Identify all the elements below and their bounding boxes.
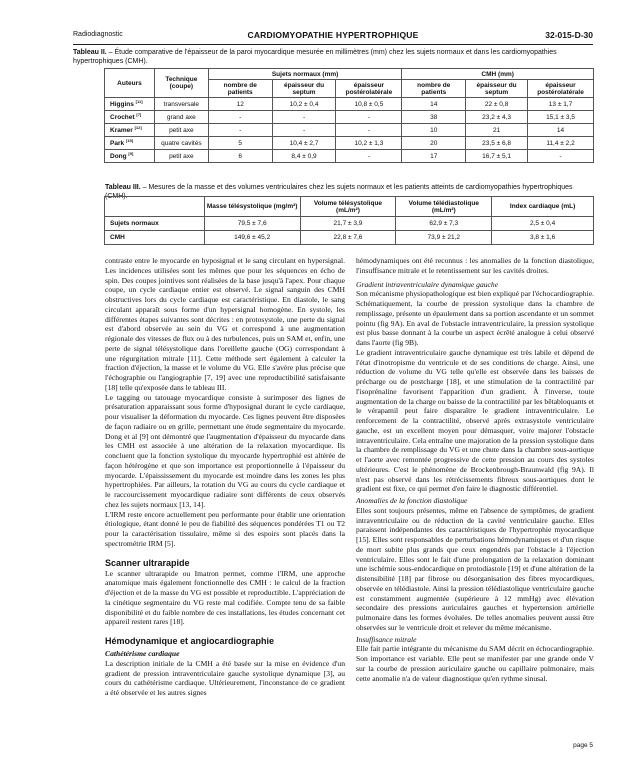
paragraph: Le tagging ou tatouage myocardique consiste à surimposer des lignes de présaturation apparaissant sous forme d'hyposignal durant le cycle cardiaque, pour visualiser la déformation du myocarde. Ces lignes peuvent être disposées de façon radiaire ou en grille, permettant une étude segmentaire du myocarde. Dong et al [9] ont démontré que l'augmentation d'épaisseur du myocarde dans les CMH est associée à une altération de la relaxation myocardique. Ils concluent que la fonction systolique du myocarde hypertrophié est altérée de façon hétérogène et que son importance est proportionnelle à l'épaisseur du myocarde. L'épaississement du myocarde est moindre dans les zones les plus hypertrophiées. Par ailleurs, la rotation du VG au cours du cycle cardiaque et le raccourcissement myocardique radiaire sont différents de ceux observés chez les sujets normaux [13, 14].: [105, 392, 345, 509]
table2-sub-header: épaisseur du septum: [466, 80, 528, 98]
table3-header: Volume télédiastolique (mL/m²): [396, 197, 492, 217]
table2-technique: petit axe: [154, 150, 208, 163]
table2-sub-header: nombre de patients: [402, 80, 466, 98]
table2-sub-header: épaisseur postérolatérale: [336, 80, 402, 98]
table2-author: Higgins: [110, 100, 134, 108]
table2-technique: quatre cavités: [154, 137, 208, 150]
table-cell: 5: [208, 137, 272, 150]
table-cell: 6: [208, 150, 272, 163]
table-cell: -: [336, 111, 402, 124]
table2-sub-header: nombre de patients: [208, 80, 272, 98]
left-column: [105, 256, 345, 698]
table-row: [105, 231, 594, 245]
table-cell: 10,2 ± 0,4: [272, 98, 336, 111]
table-cell: 14: [402, 98, 466, 111]
section-heading: Scanner ultrarapide: [105, 557, 190, 568]
table-cell: 10,8 ± 0,5: [336, 98, 402, 111]
table2-technique: transversale: [154, 98, 208, 111]
paragraph: hémodynamiques ont été reconnus : les anomalies de la fonction diastolique, l'insuffisance mitrale et le retentissement sur les cavités droites.: [356, 256, 594, 275]
paragraph: contraste entre le myocarde en hyposignal et le sang circulant en hypersignal. Les incidences utilisées sont les mêmes que pour les séquences en écho de spin. Des coupes jointives sont réalisées de la base jusqu'à l'apex. Pour chaque coupe, un cycle cardiaque entier est observé. Le signal sanguin des CMH obstructives lors du cycle cardiaque est caractéristique. En diastole, le sang circulant apparaît sous forme d'un hypersignal homogène. En systole, les différentes étapes suivantes sont décrites : en protosystole, une perte du signal est d'abord observée au sein du VG et correspond à une augmentation régionale des vitesses de flux ou à des turbulences, puis un SAM et, enfin, une perte de signal télésystolique dans l'oreillette gauche (OG) correspondant à une régurgitation mitrale [11]. Cette méthode sert également à calculer la fraction d'éjection, la masse et le volume du VG. Elle s'avère plus précise que l'échographie ou l'angiographie [7, 19] avec une reproductibilité satisfaisante [18] telle qu'exposée dans le tableau III.: [105, 256, 345, 392]
table-cell: 2,5 ± 0,4: [492, 217, 594, 231]
table-wall-thickness: [104, 68, 594, 163]
paragraph: Son mécanisme physiopathologique est bien expliqué par l'échocardiographie. Schématiquement, la courbe de pression systolique dans la chambre de remplissage, présente un épaulement dans sa portion ascendante et un sommet pointu (fig 9A). En aval de l'obstacle intraventriculaire, la pression systolique est plus basse donnant à la courbe un aspect écrêté analogue à celui observé dans l'aorte (fig 9B).: [356, 289, 594, 347]
table3-header: Volume télésystolique (mL/m²): [300, 197, 396, 217]
table-row: [105, 98, 594, 111]
table-cell: 10,4 ± 2,7: [272, 137, 336, 150]
table-cell: 22 ± 0,8: [466, 98, 528, 111]
table-row: [105, 137, 594, 150]
table2-author: Park: [110, 139, 125, 147]
table2-caption-text: – Étude comparative de l'épaisseur de la paroi myocardique mesurée en millimètres (mm) chez les sujets normaux et dans les cardiomyopathies hypertrophiques (CMH).: [73, 49, 557, 65]
table-row: [105, 150, 594, 163]
table2-sub-header: épaisseur du septum: [272, 80, 336, 98]
paragraph: Elle fait partie intégrante du mécanisme du SAM décrit en échocardiographie. Son importance est variable. Elle peut se manifester par une grande onde V sur la courbe de pression auriculaire gauche ou capillaire pulmonaire, mais cette anomalie n'a de valeur diagnostique qu'en rythme sinusal.: [356, 644, 594, 683]
header-rule: [73, 44, 593, 45]
table3-caption-text: – Mesures de la masse et des volumes ventriculaires chez les sujets normaux et les patients atteints de cardiomyopathies hypertrophiques (CMH).: [105, 184, 573, 200]
paragraph: Elles sont toujours présentes, même en l'absence de symptômes, de gradient intraventriculaire ou de réduction de la cavité ventriculaire gauche. Elles paraissent indépendantes des caractéristiques de l'hypertrophie myocardique [15]. Elles sont responsables de perturbations hémodynamiques et d'un risque de mort subite plus grands que ceux engendrés par l'obstacle à l'éjection ventriculaire. Elles sont le fait d'une prolongation de la relaxation dominant une ischémie sous-endocardique en protodiastole [19] et d'une altération de la distensibilité [18] par fibrose ou désorganisation des fibres myocardiques, observée en télédiastole. Ainsi la pression télédiastolique ventriculaire gauche est constamment augmentée (supérieure à 12 mmHg) avec élévation secondaire des pressions auriculaires gauches et hypertension artérielle pulmonaire dans les formes évoluées. De telles anomalies peuvent aussi être observées sur le ventricule droit et relever du même mécanisme.: [356, 505, 594, 632]
table-cell: -: [336, 150, 402, 163]
table-cell: 149,6 ± 45,2: [204, 231, 300, 245]
table-cell: 38: [402, 111, 466, 124]
table-cell: 62,9 ± 7,3: [396, 217, 492, 231]
table2-author: Crochet: [110, 113, 135, 121]
table2-caption: [73, 48, 593, 66]
table3-corner: [105, 197, 205, 217]
paragraph: Le scanner ultrarapide ou Imatron permet, comme l'IRM, une approche anatomique mais également fonctionnelle des CMH : le calcul de la fraction d'éjection et de la masse du VG est possible et reproductible. L'appréciation de la cinétique segmentaire du VG reste mal codifiée. Compte tenu de sa faible disponibilité et du faible nombre de ces installations, les études concernant cet appareil restent rares [18].: [105, 568, 345, 627]
table-cell: 10,2 ± 1,3: [336, 137, 402, 150]
table-cell: 21,7 ± 3,9: [300, 217, 396, 231]
table2-group-cmh: CMH (mm): [402, 69, 594, 80]
table2-group-normal: Sujets normaux (mm): [208, 69, 402, 80]
section-heading: Hémodynamique et angiocardiographie: [105, 636, 275, 646]
table-cell: 17: [402, 150, 466, 163]
page-number: page 5: [573, 742, 593, 749]
table3-header: Masse télésystolique (mg/m²): [204, 197, 300, 217]
table-cell: -: [208, 124, 272, 137]
table-cell: -: [208, 111, 272, 124]
table-cell: 15,1 ± 3,5: [528, 111, 594, 124]
table-cell: 21: [466, 124, 528, 137]
table3-row-label: CMH: [105, 231, 205, 245]
subsection-heading: Anomalies de la fonction diastolique: [356, 496, 468, 505]
table-cell: 22,8 ± 7,6: [300, 231, 396, 245]
table2-ref: [11]: [135, 98, 143, 104]
table-cell: 14: [528, 124, 594, 137]
table-cell: 16,7 ± 5,1: [466, 150, 528, 163]
subsection-heading: Cathétérisme cardiaque: [105, 649, 180, 658]
table-cell: 20: [402, 137, 466, 150]
page-header: [73, 30, 593, 44]
table2-ref: [15]: [125, 137, 134, 143]
table-cell: 73,9 ± 21,2: [396, 231, 492, 245]
table-cell: -: [272, 124, 336, 137]
table3-header: Index cardiaque (mL): [492, 197, 594, 217]
table2-ref: [7]: [136, 111, 142, 117]
table2-ref: [9]: [128, 150, 134, 156]
table-cell: 12: [208, 98, 272, 111]
table-cell: 79,5 ± 7,6: [204, 217, 300, 231]
header-reference: 32-015-D-30: [545, 30, 593, 40]
table-cell: -: [272, 111, 336, 124]
table2-col-authors: Auteurs: [105, 69, 155, 98]
table2-ref: [12]: [134, 124, 142, 130]
table-cell: 11,4 ± 2,2: [528, 137, 594, 150]
table2-author: Dong: [110, 152, 127, 160]
table3-row-label: Sujets normaux: [105, 217, 205, 231]
table2-caption-label: Tableau II.: [73, 49, 107, 56]
paragraph: L'IRM reste encore actuellement peu performante pour établir une orientation étiologique, étant donné le peu de fiabilité des séquences pondérées T1 ou T2 pour la caractérisation tissulaire, même si des espoirs sont placés dans la spectrométrie IRM [5].: [105, 509, 345, 548]
table-row: [105, 124, 594, 137]
table2-technique: petit axe: [154, 124, 208, 137]
header-section-label: Radiodiagnostic: [73, 31, 123, 38]
subsection-heading: Insuffisance mitrale: [356, 634, 417, 644]
table-mass-volumes: [104, 196, 594, 245]
table-row: [105, 217, 594, 231]
table-cell: 23,5 ± 6,8: [466, 137, 528, 150]
header-title: CARDIOMYOPATHIE HYPERTROPHIQUE: [247, 30, 419, 40]
paragraph: La description initiale de la CMH a été basée sur la mise en évidence d'un gradient de pression intraventriculaire gauche systolique dynamique [3], au cours du cathétérisme cardiaque. Ultérieurement, l'inconstance de ce gradient a été observée et les autres signes: [105, 658, 345, 697]
table-row: [105, 111, 594, 124]
table2-sub-header: épaisseur postérolatérale: [528, 80, 594, 98]
table2-technique: grand axe: [154, 111, 208, 124]
table-cell: 3,8 ± 1,6: [492, 231, 594, 245]
right-column: [356, 256, 594, 683]
table-cell: 23,2 ± 4,3: [466, 111, 528, 124]
table-cell: 8,4 ± 0,9: [272, 150, 336, 163]
table3-caption-label: Tableau III.: [105, 184, 141, 191]
paragraph: Le gradient intraventriculaire gauche dynamique est très labile et dépend de l'état d'inotropisme du ventricule et de ses conditions de charge. Ainsi, une réduction de volume du VG telle qu'elle est observée dans les baisses de précharge ou de postcharge [18], et une stimulation de la contractilité par l'isoprénaline favorisent l'apparition d'un gradient. À l'inverse, toute augmentation de la charge ou baisse de la contractilité par les bêtabloquants et le vérapamil peut faire disparaître le gradient intraventriculaire. Le renforcement de la contractilité, observé après extrasystole ventriculaire gauche, est un excellent moyen pour démasquer, voire majorer l'obstacle intraventriculaire. Cela entraîne une majoration de la pression systolique dans la chambre de remplissage du VG et une chute dans la chambre sous-aortique et l'aorte avec remontée progressive de cette pression au cours des systoles ultérieures. C'est le phénomène de Brockenbrough-Braunwald (fig 9A). Il n'est pas observé dans les rétrécissements fibreux sous-aortiques dont le gradient est fixe, ce qui permet d'en faire le diagnostic différentiel.: [356, 347, 594, 494]
table-cell: 10: [402, 124, 466, 137]
table-cell: -: [528, 150, 594, 163]
table-cell: -: [336, 124, 402, 137]
table-cell: 13 ± 1,7: [528, 98, 594, 111]
table2-col-technique: Technique (coupe): [154, 69, 208, 98]
table2-author: Kramer: [110, 126, 133, 134]
subsection-heading: Gradient intraventriculaire dynamique gauche: [356, 279, 499, 289]
